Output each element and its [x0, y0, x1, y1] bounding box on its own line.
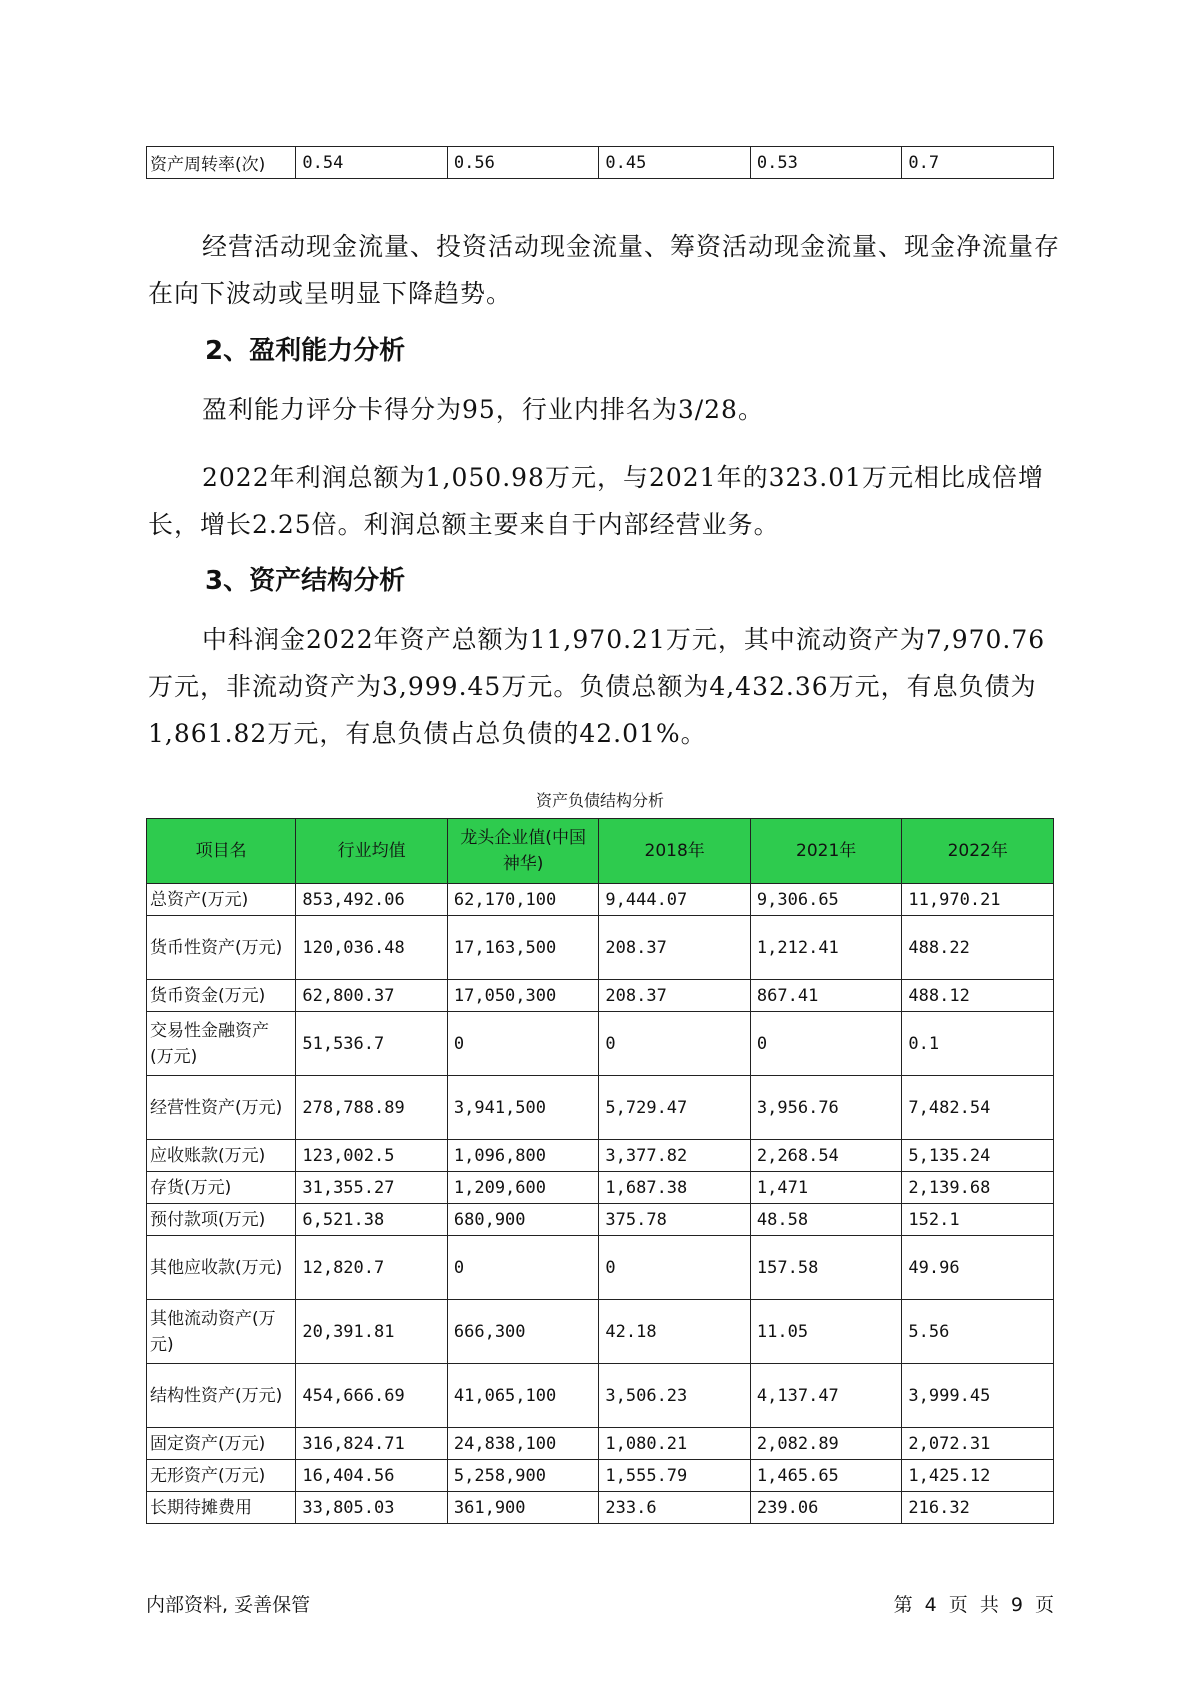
profit-score-paragraph: 盈利能力评分卡得分为95，行业内排名为3/28。	[202, 395, 764, 424]
row-label: 应收账款(万元)	[147, 1140, 296, 1172]
row-label: 存货(万元)	[147, 1172, 296, 1204]
row-label: 经营性资产(万元)	[147, 1076, 296, 1140]
table-cell: 1,212.41	[750, 916, 902, 980]
table-cell: 5,135.24	[902, 1140, 1054, 1172]
table-row	[147, 1300, 1054, 1364]
table-cell: 216.32	[902, 1492, 1054, 1524]
row-label: 交易性金融资产(万元)	[147, 1012, 296, 1076]
section-heading-profit: 2、盈利能力分析	[205, 336, 406, 366]
footer-confidential-note: 内部资料, 妥善保管	[146, 1594, 311, 1616]
table-cell: 278,788.89	[296, 1076, 448, 1140]
row-label: 其他应收款(万元)	[147, 1236, 296, 1300]
table-cell: 41,065,100	[447, 1364, 599, 1428]
row-label: 固定资产(万元)	[147, 1428, 296, 1460]
table-row	[147, 147, 1054, 179]
table-row	[147, 1492, 1054, 1524]
table-cell: 488.22	[902, 916, 1054, 980]
table-row	[147, 1236, 1054, 1300]
column-header: 2022年	[902, 819, 1054, 884]
row-label: 总资产(万元)	[147, 884, 296, 916]
table-cell: 361,900	[447, 1492, 599, 1524]
section-heading-asset: 3、资产结构分析	[205, 566, 406, 596]
table-cell: 16,404.56	[296, 1460, 448, 1492]
table-row	[147, 884, 1054, 916]
column-header: 项目名	[147, 819, 296, 884]
column-header: 龙头企业值(中国神华)	[447, 819, 599, 884]
table-cell: 375.78	[599, 1204, 751, 1236]
table-cell: 3,956.76	[750, 1076, 902, 1140]
column-header: 2018年	[599, 819, 751, 884]
table-row	[147, 1140, 1054, 1172]
table-row	[147, 1364, 1054, 1428]
footer-page-number: 第 4 页 共 9 页	[893, 1594, 1054, 1616]
table-cell: 6,521.38	[296, 1204, 448, 1236]
table-cell: 3,377.82	[599, 1140, 751, 1172]
table-cell: 316,824.71	[296, 1428, 448, 1460]
table-cell: 2,268.54	[750, 1140, 902, 1172]
table-cell: 123,002.5	[296, 1140, 448, 1172]
column-header: 行业均值	[296, 819, 448, 884]
table-cell: 0.1	[902, 1012, 1054, 1076]
table-cell: 208.37	[599, 916, 751, 980]
table-cell: 152.1	[902, 1204, 1054, 1236]
table-cell: 867.41	[750, 980, 902, 1012]
table-row	[147, 1076, 1054, 1140]
table-cell: 3,999.45	[902, 1364, 1054, 1428]
table-cell: 3,941,500	[447, 1076, 599, 1140]
table-row	[147, 1204, 1054, 1236]
table-cell: 0.53	[750, 147, 902, 179]
table-row	[147, 1460, 1054, 1492]
table-cell: 12,820.7	[296, 1236, 448, 1300]
table-cell: 31,355.27	[296, 1172, 448, 1204]
table-cell: 0.7	[902, 147, 1054, 179]
column-header: 2021年	[750, 819, 902, 884]
table-cell: 2,082.89	[750, 1428, 902, 1460]
table-cell: 0	[599, 1012, 751, 1076]
table-cell: 1,465.65	[750, 1460, 902, 1492]
table-cell: 7,482.54	[902, 1076, 1054, 1140]
asset-paragraph: 中科润金2022年资产总额为11,970.21万元，其中流动资产为7,970.76万元，非流动资产为3,999.45万元。负债总额为4,432.36万元，有息负债为1,861.82万元，有息负债占总负债的42.01%。	[148, 625, 1046, 748]
row-label: 长期待摊费用	[147, 1492, 296, 1524]
row-label: 其他流动资产(万元)	[147, 1300, 296, 1364]
table-row	[147, 980, 1054, 1012]
table-cell: 5,258,900	[447, 1460, 599, 1492]
table-cell: 1,555.79	[599, 1460, 751, 1492]
table-row	[147, 1428, 1054, 1460]
table-cell: 0.45	[599, 147, 751, 179]
table-cell: 239.06	[750, 1492, 902, 1524]
table-cell: 488.12	[902, 980, 1054, 1012]
table-cell: 120,036.48	[296, 916, 448, 980]
table-cell: 0.56	[447, 147, 599, 179]
balance-structure-table	[146, 818, 1054, 1524]
profit-total-paragraph: 2022年利润总额为1,050.98万元，与2021年的323.01万元相比成倍增长，增长2.25倍。利润总额主要来自于内部经营业务。	[148, 463, 1045, 539]
table-cell: 42.18	[599, 1300, 751, 1364]
table-caption: 资产负债结构分析	[535, 791, 664, 810]
table-cell: 1,687.38	[599, 1172, 751, 1204]
table-cell: 1,096,800	[447, 1140, 599, 1172]
table-cell: 9,306.65	[750, 884, 902, 916]
table-row	[147, 1012, 1054, 1076]
table-cell: 5,729.47	[599, 1076, 751, 1140]
table-cell: 17,050,300	[447, 980, 599, 1012]
table-cell: 1,080.21	[599, 1428, 751, 1460]
table-cell: 2,072.31	[902, 1428, 1054, 1460]
row-label: 无形资产(万元)	[147, 1460, 296, 1492]
row-label: 预付款项(万元)	[147, 1204, 296, 1236]
table-cell: 33,805.03	[296, 1492, 448, 1524]
table-cell: 11.05	[750, 1300, 902, 1364]
table-cell: 1,209,600	[447, 1172, 599, 1204]
table-cell: 1,425.12	[902, 1460, 1054, 1492]
table-cell: 157.58	[750, 1236, 902, 1300]
table-cell: 0.54	[296, 147, 448, 179]
table-cell: 20,391.81	[296, 1300, 448, 1364]
table-cell: 208.37	[599, 980, 751, 1012]
table-cell: 0	[447, 1236, 599, 1300]
table-cell: 51,536.7	[296, 1012, 448, 1076]
table-cell: 1,471	[750, 1172, 902, 1204]
table-cell: 9,444.07	[599, 884, 751, 916]
table-row	[147, 1172, 1054, 1204]
row-label: 资产周转率(次)	[147, 147, 296, 179]
table-cell: 3,506.23	[599, 1364, 751, 1428]
table-cell: 24,838,100	[447, 1428, 599, 1460]
turnover-table	[146, 146, 1054, 179]
table-cell: 49.96	[902, 1236, 1054, 1300]
table-cell: 4,137.47	[750, 1364, 902, 1428]
table-cell: 62,170,100	[447, 884, 599, 916]
table-cell: 17,163,500	[447, 916, 599, 980]
table-row	[147, 916, 1054, 980]
table-cell: 48.58	[750, 1204, 902, 1236]
table-cell: 11,970.21	[902, 884, 1054, 916]
table-cell: 0	[447, 1012, 599, 1076]
table-cell: 666,300	[447, 1300, 599, 1364]
row-label: 结构性资产(万元)	[147, 1364, 296, 1428]
row-label: 货币性资产(万元)	[147, 916, 296, 980]
table-cell: 0	[599, 1236, 751, 1300]
table-header-row	[147, 819, 1054, 884]
table-cell: 62,800.37	[296, 980, 448, 1012]
row-label: 货币资金(万元)	[147, 980, 296, 1012]
table-cell: 5.56	[902, 1300, 1054, 1364]
table-cell: 233.6	[599, 1492, 751, 1524]
table-cell: 853,492.06	[296, 884, 448, 916]
table-cell: 454,666.69	[296, 1364, 448, 1428]
table-cell: 0	[750, 1012, 902, 1076]
cashflow-paragraph: 经营活动现金流量、投资活动现金流量、筹资活动现金流量、现金净流量存在向下波动或呈明显下降趋势。	[148, 232, 1061, 308]
table-cell: 2,139.68	[902, 1172, 1054, 1204]
table-cell: 680,900	[447, 1204, 599, 1236]
